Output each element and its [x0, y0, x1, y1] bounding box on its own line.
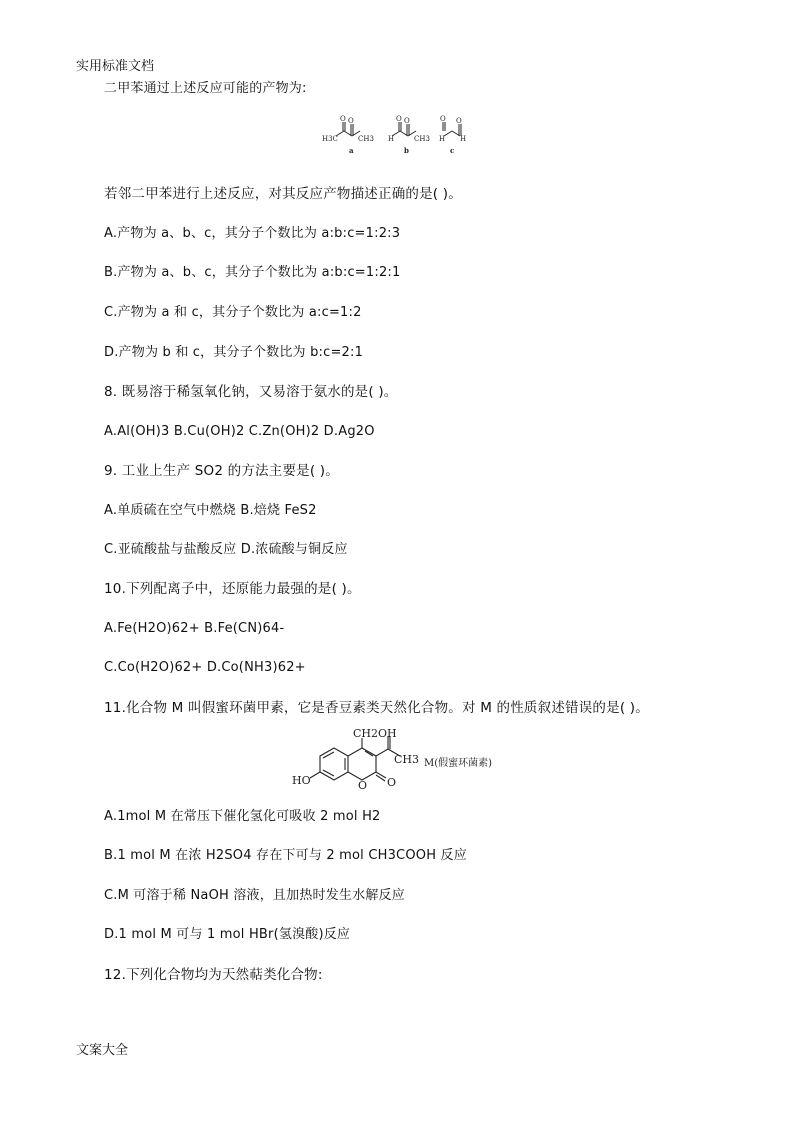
question-9-stem: 9. 工业上生产 SO2 的方法主要是( )。	[104, 463, 339, 479]
question-8-stem: 8. 既易溶于稀氢氧化钠，又易溶于氨水的是( )。	[104, 384, 398, 400]
page-header: 实用标准文档	[76, 59, 155, 74]
compound-m-caption: M(假蜜环菌素)	[424, 758, 493, 769]
label-a: a	[349, 146, 354, 155]
question-10-stem: 10.下列配离子中，还原能力最强的是( )。	[104, 581, 361, 597]
q11-option-d: D.1 mol M 可与 1 mol HBr(氢溴酸)反应	[104, 927, 351, 942]
carbonyl-oxygen: O	[387, 776, 397, 789]
ring-oxygen: O	[358, 779, 368, 792]
q7-option-b: B.产物为 a、b、c，其分子个数比为 a:b:c=1:2:1	[104, 265, 401, 280]
atom-ch3: CH3	[358, 135, 374, 143]
q7-option-a: A.产物为 a、b、c，其分子个数比为 a:b:c=1:2:3	[104, 226, 401, 241]
label-b: b	[404, 146, 409, 155]
atom-h: H	[460, 135, 467, 143]
atom-o: O	[340, 115, 346, 123]
label-c: c	[450, 146, 455, 155]
atom-h: H	[388, 135, 395, 143]
q11-option-a: A.1mol M 在常压下催化氢化可吸收 2 mol H2	[104, 809, 381, 824]
page-footer: 文案大全	[76, 1043, 129, 1058]
question-7-stem: 若邻二甲苯进行上述反应，对其反应产物描述正确的是( )。	[104, 186, 462, 202]
compound-m-structure	[290, 726, 520, 792]
q9-options-ab: A.单质硫在空气中燃烧 B.焙烧 FeS2	[104, 503, 317, 518]
dicarbonyl-products-figure	[322, 112, 472, 156]
atom-o: O	[440, 115, 446, 123]
q11-option-b: B.1 mol M 在浓 H2SO4 存在下可与 2 mol CH3COOH 反应	[104, 848, 467, 863]
atom-o: O	[396, 115, 402, 123]
ch3-group: CH3	[394, 753, 420, 766]
atom-o: O	[456, 117, 462, 125]
q7-option-c: C.产物为 a 和 c，其分子个数比为 a:c=1:2	[104, 305, 362, 320]
atom-o: O	[404, 117, 410, 125]
ho-group: HO	[292, 774, 311, 787]
q10-options-ab: A.Fe(H2O)62+ B.Fe(CN)64-	[104, 621, 285, 636]
ch2oh-group: CH2OH	[353, 727, 397, 740]
atom-h: H	[439, 135, 446, 143]
atom-o: O	[348, 117, 354, 125]
question-12-stem: 12.下列化合物均为天然萜类化合物:	[104, 967, 323, 983]
q11-option-c: C.M 可溶于稀 NaOH 溶液，且加热时发生水解反应	[104, 888, 405, 903]
q7-option-d: D.产物为 b 和 c，其分子个数比为 b:c=2:1	[104, 345, 364, 360]
atom-h3c: H3C	[322, 135, 338, 143]
question-11-stem: 11.化合物 M 叫假蜜环菌甲素，它是香豆素类天然化合物。对 M 的性质叙述错误的是( )。	[104, 700, 649, 716]
q8-options: A.Al(OH)3 B.Cu(OH)2 C.Zn(OH)2 D.Ag2O	[104, 424, 375, 439]
atom-ch3: CH3	[414, 135, 430, 143]
q9-options-cd: C.亚硫酸盐与盐酸反应 D.浓硫酸与铜反应	[104, 542, 348, 557]
intro-line: 二甲苯通过上述反应可能的产物为:	[104, 81, 307, 96]
q10-options-cd: C.Co(H2O)62+ D.Co(NH3)62+	[104, 660, 306, 675]
